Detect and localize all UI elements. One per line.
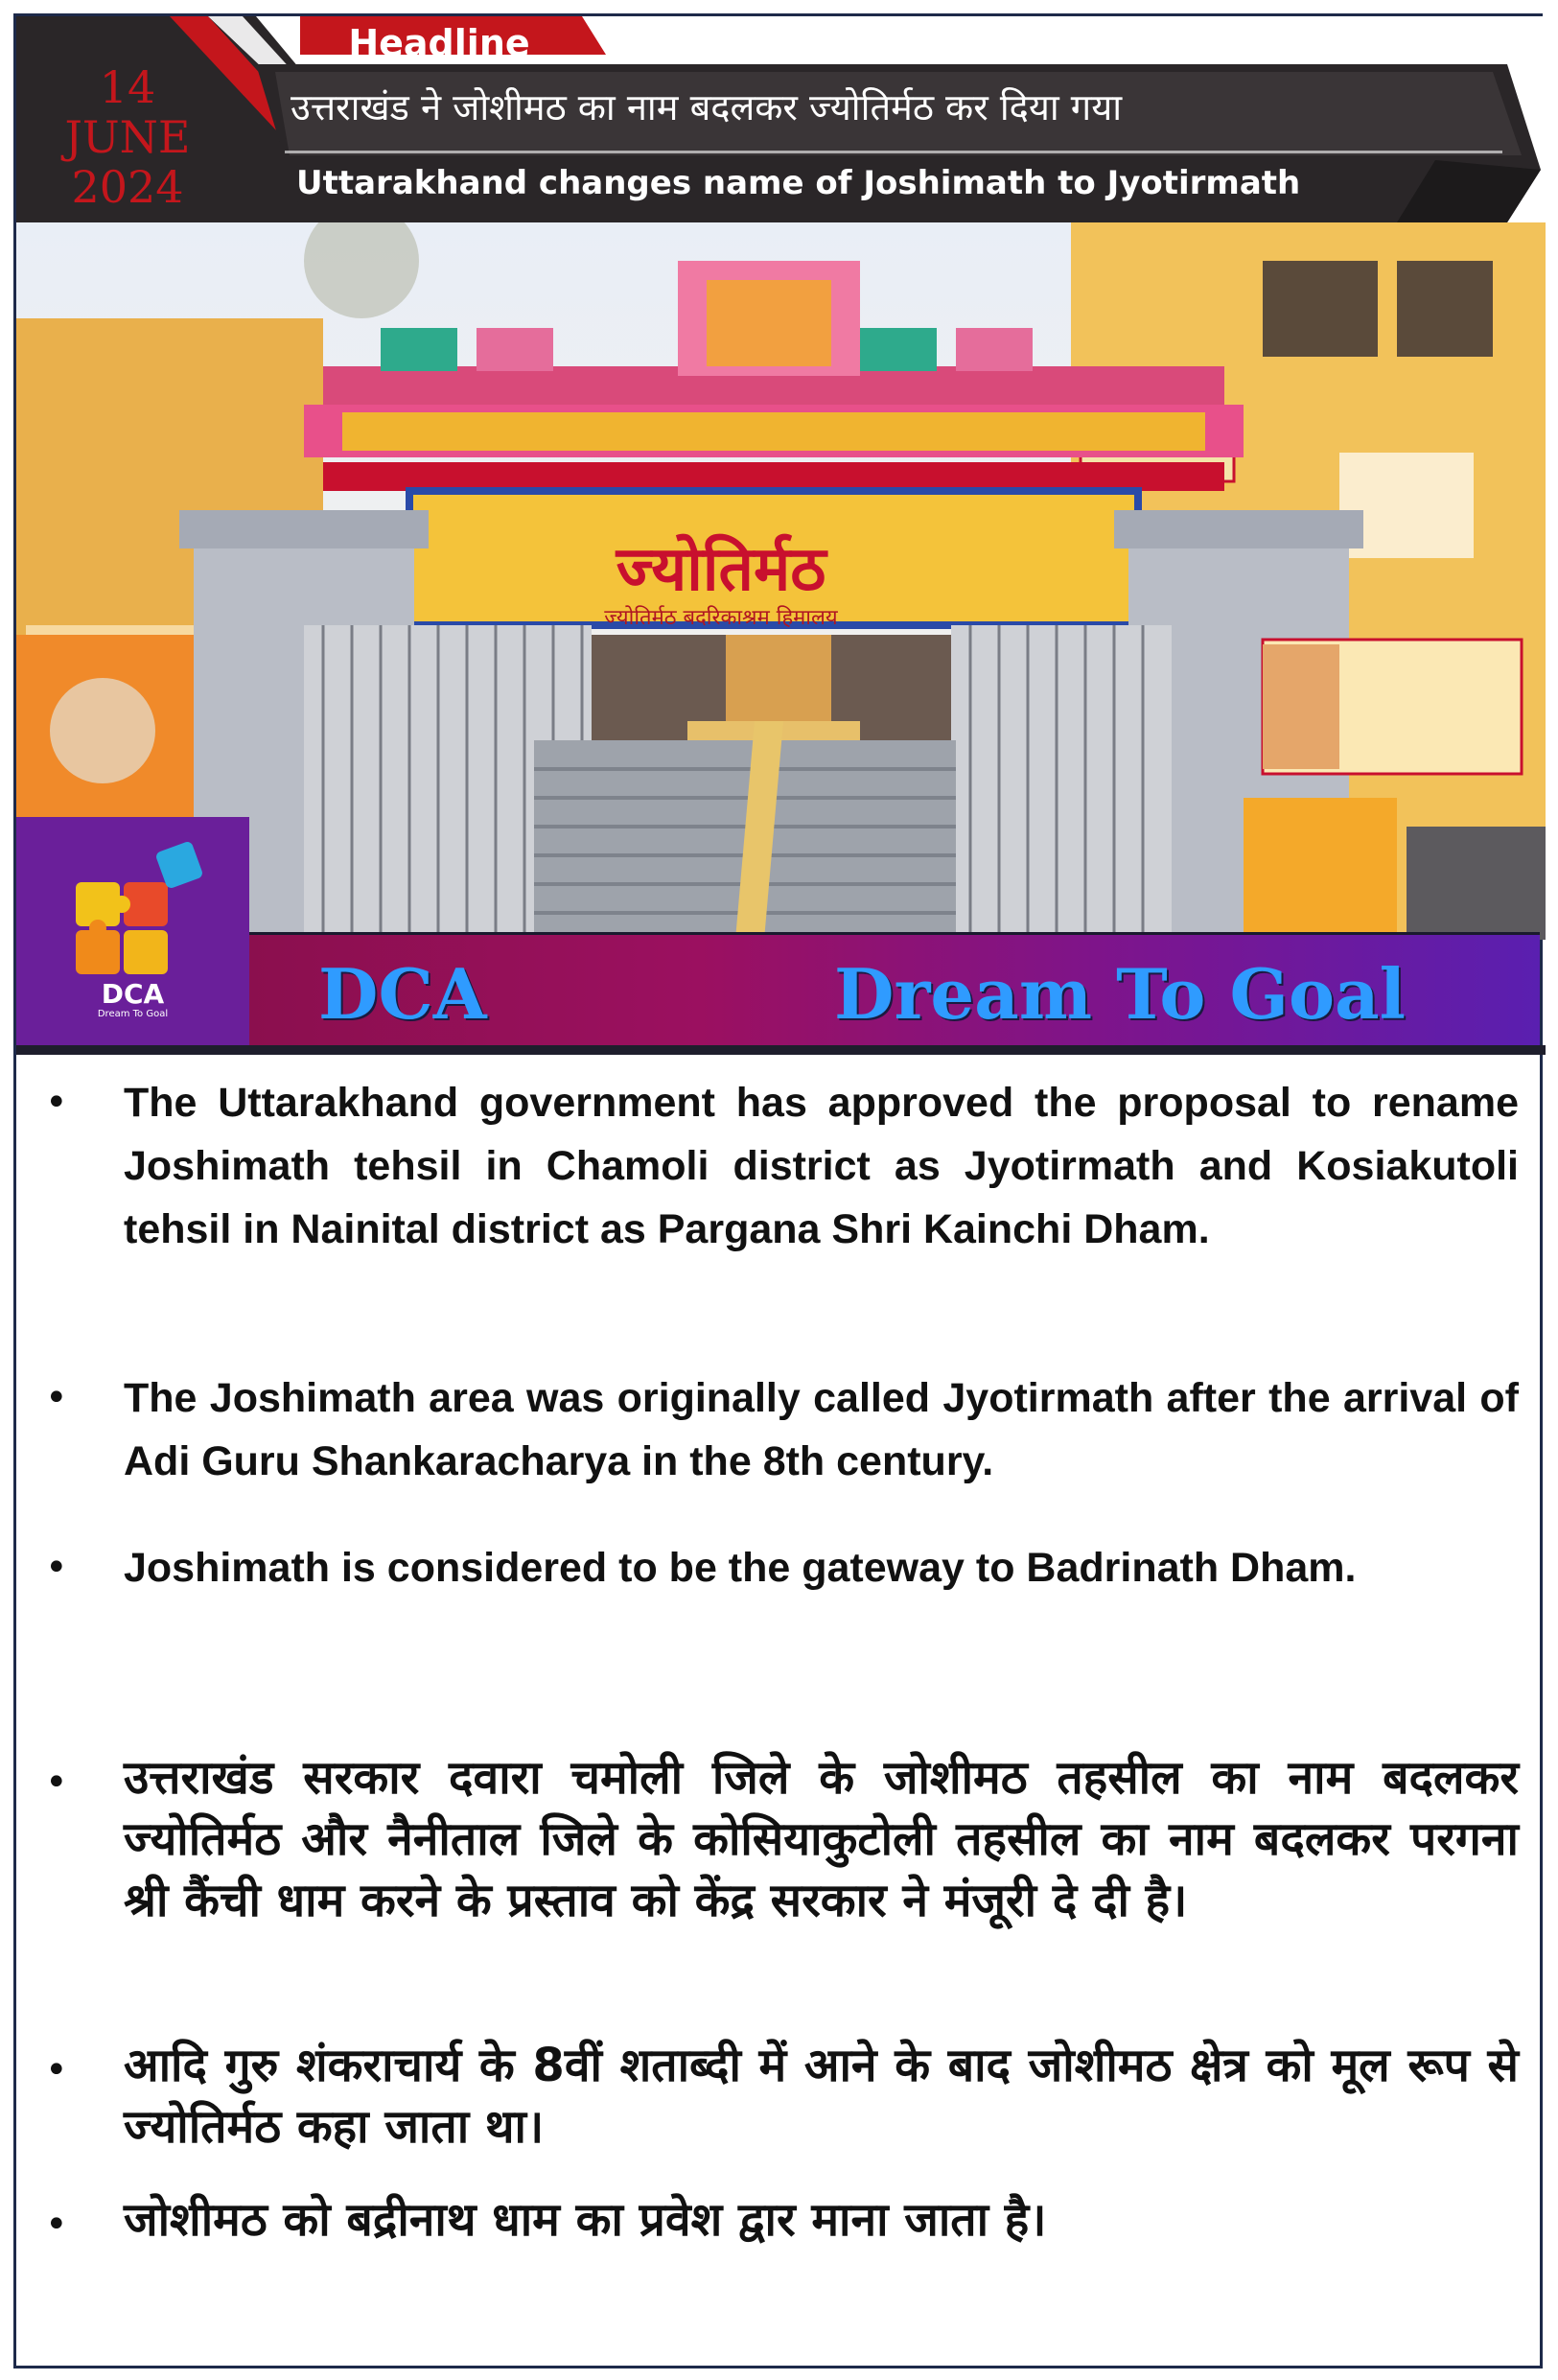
banner-tagline: Dream To Goal xyxy=(834,953,1407,1035)
date-block xyxy=(22,62,233,212)
point-hi-1: उत्तराखंड सरकार दवारा चमोली जिले के जोशीमठ तहसील का नाम बदलकर ज्योतिर्मठ और नैनीताल जिले के कोसियाकुटोली तहसील का नाम बदलकर परगना श्री कैंची धाम करने के प्रस्ताव को केंद्र सरकार ने मंजूरी दे दी है। xyxy=(124,1751,1519,1927)
date-day: 14 xyxy=(99,61,156,113)
point-hi-3: जोशीमठ को बद्रीनाथ धाम का प्रवेश द्वार माना जाता है। xyxy=(124,2193,1047,2247)
logo-text: DCA xyxy=(101,978,165,1010)
temple-sign-sub: ज्योतिर्मठ बदरिकाश्रम हिमालय xyxy=(604,606,838,630)
temple-sign-main: ज्योतिर्मठ xyxy=(616,533,826,605)
dca-logo xyxy=(16,817,249,1045)
point-hi-2: आदि गुरु शंकराचार्य के 8वीं शताब्दी में आने के बाद जोशीमठ क्षेत्र को मूल रूप से ज्योतिर्मठ कहा जाता था। xyxy=(124,2039,1519,2154)
brand-banner xyxy=(249,932,1540,1048)
headline-tag: Headline xyxy=(348,22,530,64)
banner-dca-text: DCA xyxy=(318,953,487,1035)
page-frame xyxy=(13,13,1543,2368)
divider-strip xyxy=(16,1045,1546,1055)
headline-hindi: उत्तराखंड ने जोशीमठ का नाम बदलकर ज्योतिर्मठ कर दिया गया xyxy=(291,86,1123,128)
logo-tagline: Dream To Goal xyxy=(97,1009,169,1019)
bullet: • xyxy=(45,1081,68,1125)
headline-english: Uttarakhand changes name of Joshimath to Jyotirmath xyxy=(296,164,1301,202)
point-en-2: The Joshimath area was originally called Jyotirmath after the arrival of Adi Guru Shankaracharya in the 8th century. xyxy=(124,1375,1519,1484)
puzzle-icon xyxy=(16,817,249,980)
point-en-3: Joshimath is considered to be the gateway to Badrinath Dham. xyxy=(124,1545,1357,1591)
date-year: 2024 xyxy=(71,161,184,213)
headline-header xyxy=(16,16,1546,222)
bullet: • xyxy=(45,1546,68,1590)
bullet: • xyxy=(45,1761,68,1805)
bullet: • xyxy=(45,2203,68,2247)
date-month: JUNE xyxy=(64,111,191,163)
bullet: • xyxy=(45,2048,68,2092)
bullet: • xyxy=(45,1376,68,1420)
point-en-1: The Uttarakhand government has approved the proposal to rename Joshimath tehsil in Chamoli district as Jyotirmath and Kosiakutoli tehsil in Nainital district as Pargana Shri Kainchi Dham. xyxy=(124,1080,1519,1252)
